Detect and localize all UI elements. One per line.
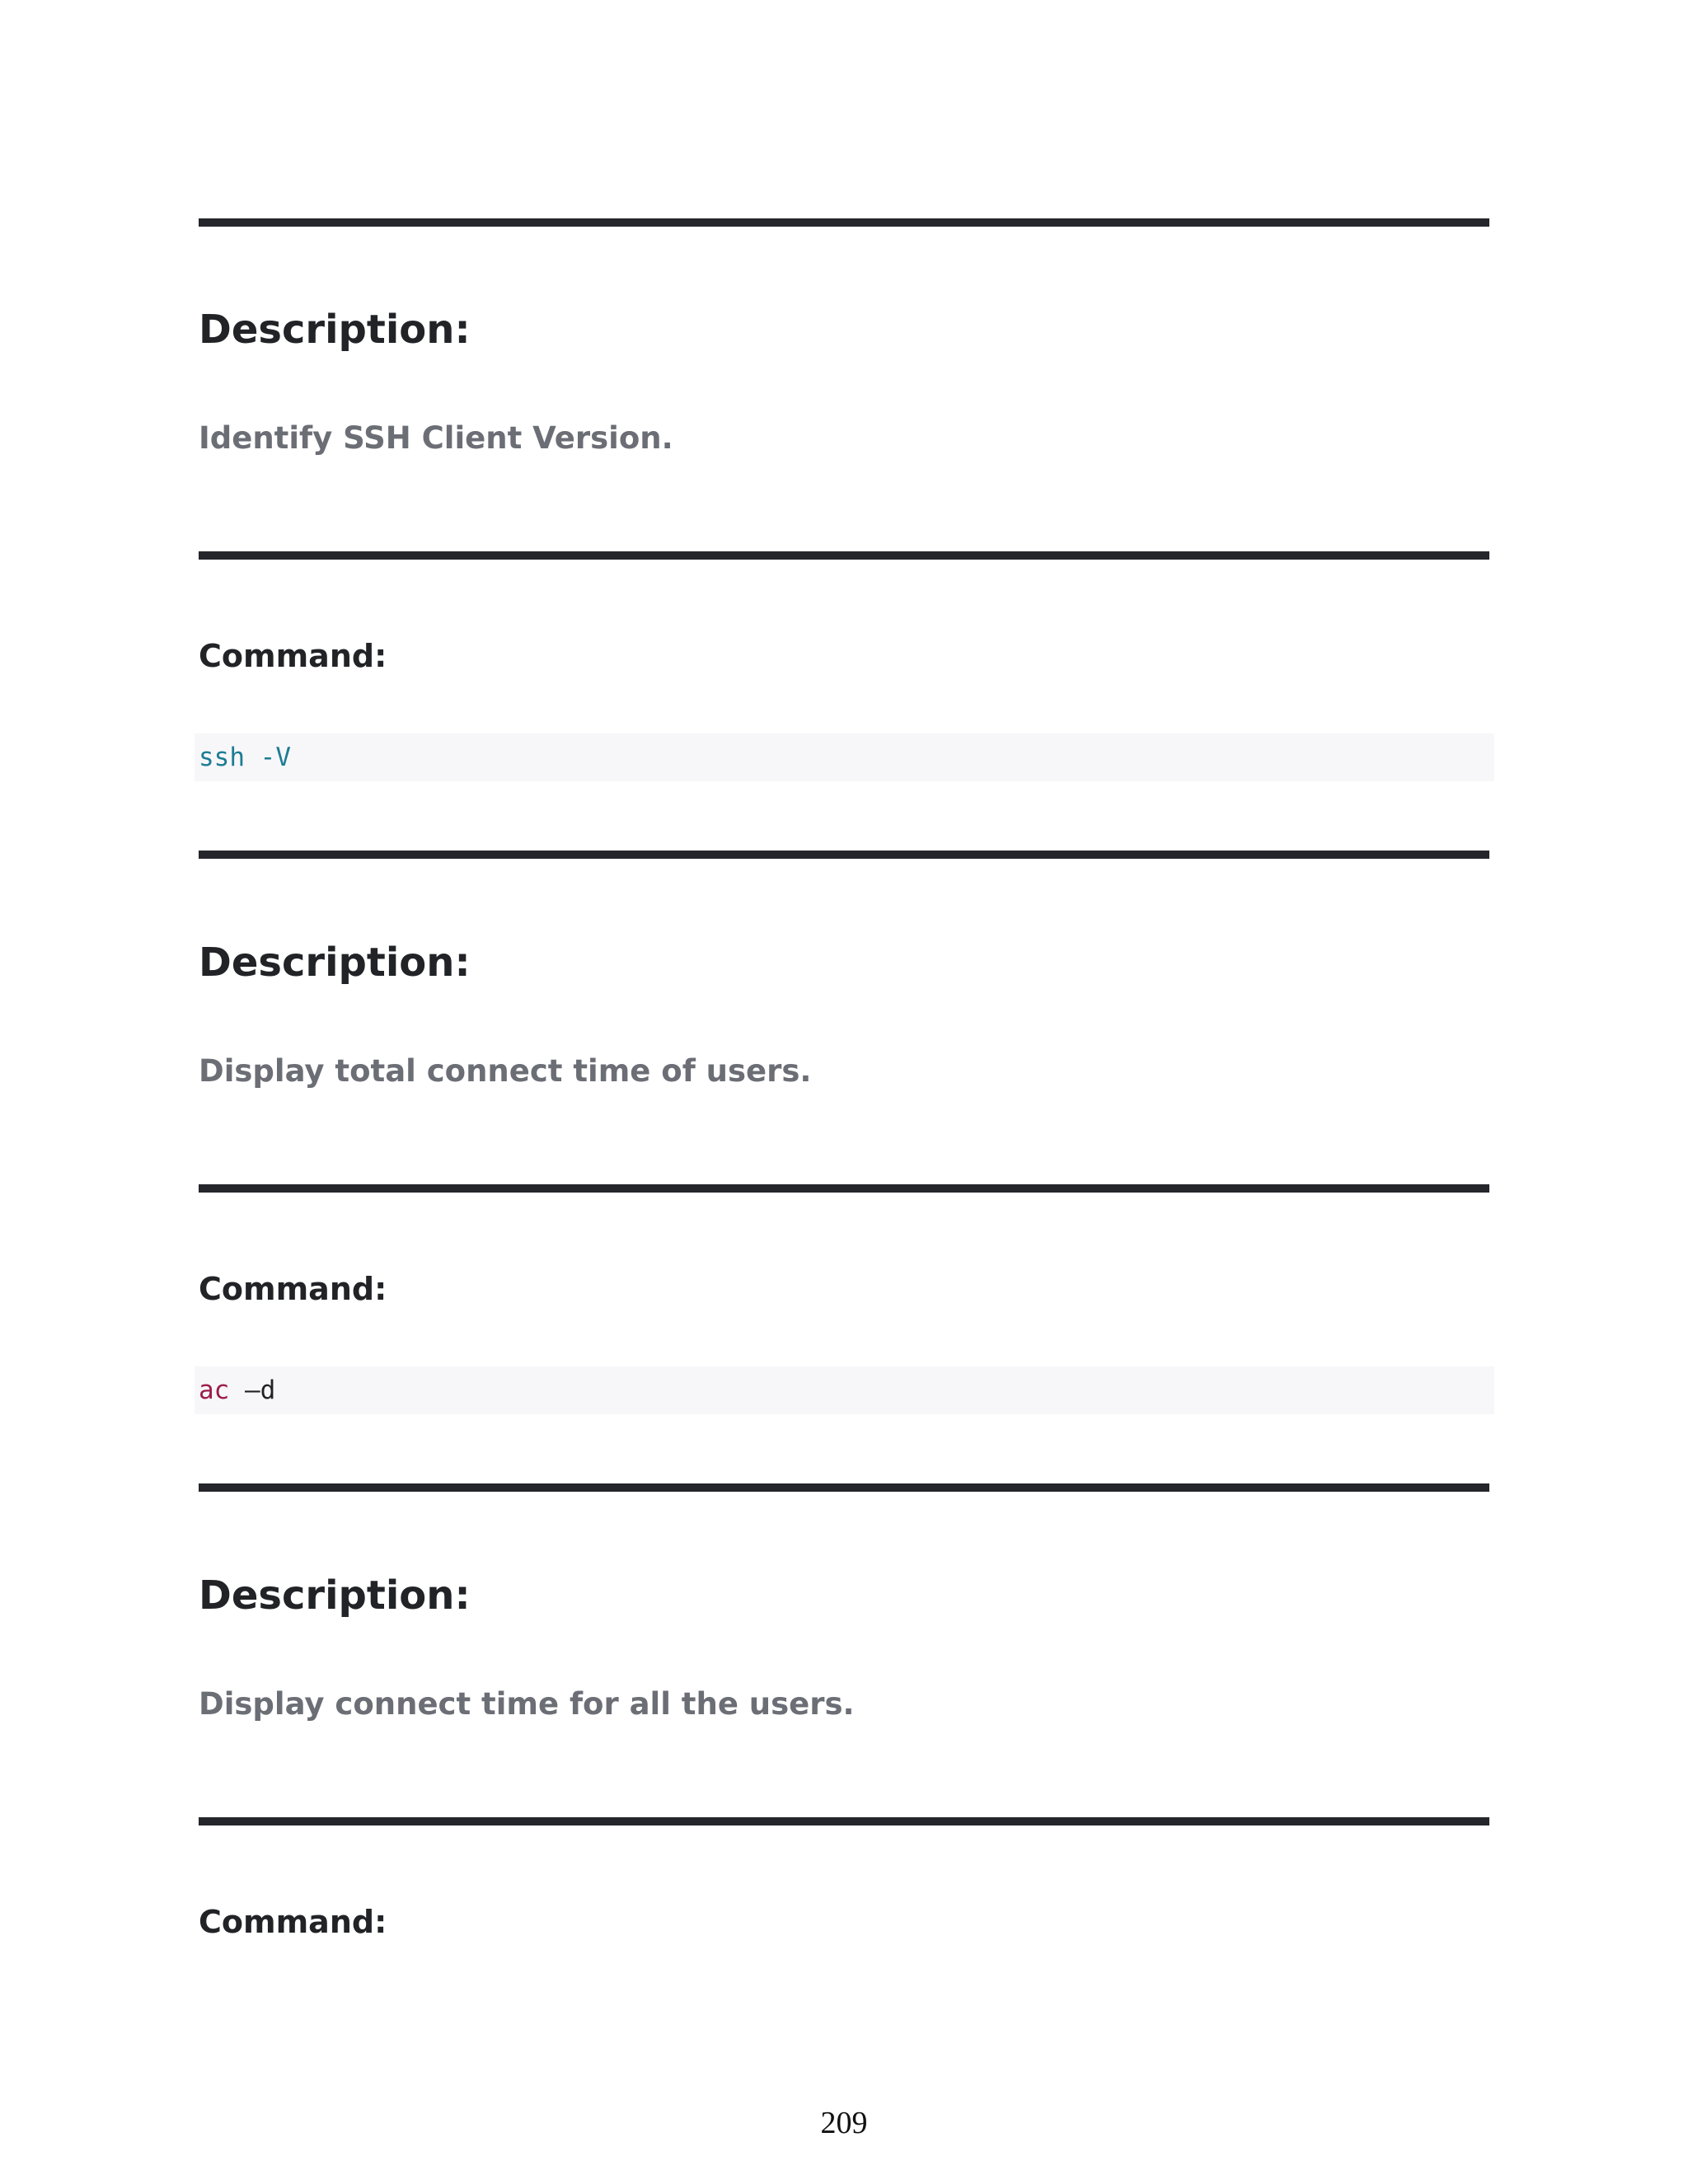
description-text: Display connect time for all the users. xyxy=(199,1686,855,1722)
description-heading: Description: xyxy=(199,1572,471,1619)
command-args: -V xyxy=(245,743,291,772)
section-divider xyxy=(199,1184,1489,1193)
command-heading: Command: xyxy=(199,1904,387,1940)
command-args: –d xyxy=(229,1376,276,1405)
section-divider xyxy=(199,851,1489,859)
page-number: 209 xyxy=(820,2106,868,2140)
code-block xyxy=(195,733,1494,781)
command-name: ac xyxy=(199,1376,230,1405)
command-name: ssh xyxy=(199,743,245,772)
description-heading: Description: xyxy=(199,940,471,986)
description-heading: Description: xyxy=(199,307,471,353)
command-heading: Command: xyxy=(199,1271,387,1307)
code-block xyxy=(195,1366,1494,1414)
command-heading: Command: xyxy=(199,638,387,674)
description-text: Identify SSH Client Version. xyxy=(199,420,673,456)
section-divider xyxy=(199,551,1489,560)
description-text: Display total connect time of users. xyxy=(199,1053,812,1089)
section-divider xyxy=(199,1483,1489,1492)
section-divider xyxy=(199,1817,1489,1825)
section-divider xyxy=(199,218,1489,227)
